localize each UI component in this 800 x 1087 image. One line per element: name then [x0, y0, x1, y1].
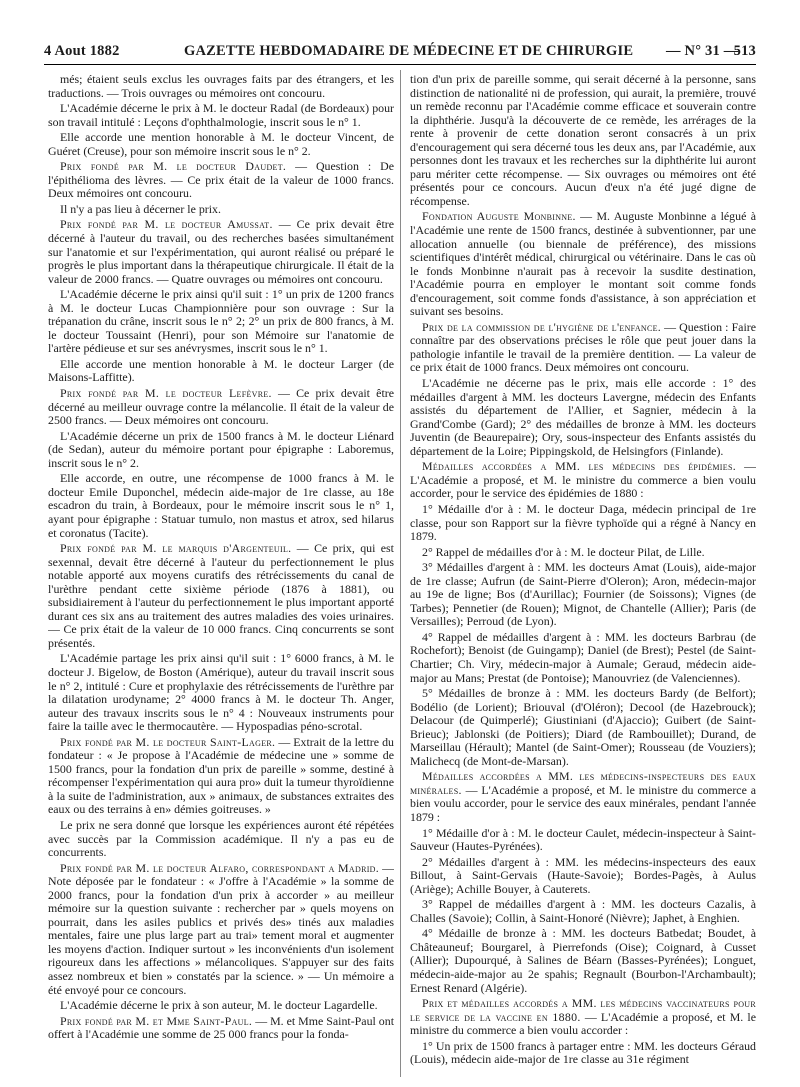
- paragraph-text: Elle accorde une mention honorable à M. le docteur Larger (de Maisons-Laffitte).: [48, 356, 394, 385]
- column-divider: [400, 70, 401, 1077]
- right-column: [410, 73, 756, 1077]
- section-heading: Prix et médailles accordés a MM. les médecins vaccinateurs pour le service de la vaccine en 1880.: [410, 996, 756, 1024]
- paragraph: [410, 377, 756, 458]
- paragraph-text: més; étaient seuls exclus les ouvrages faits par des étrangers, et les traductions. — Trois ouvrages ou mémoires ont concouru.: [48, 73, 394, 100]
- paragraph-text: — L'Académie a proposé, et M. le ministre du commerce a bien voulu accorder, pour le service des eaux minérales, pendant l'année 1879 :: [410, 782, 756, 824]
- paragraph-text: L'Académie décerne un prix de 1500 francs à M. le docteur Liénard (de Sedan), auteur du mémoire portant pour épigraphe : Laboremus, inscrit sous le n° 2.: [48, 428, 394, 470]
- section-heading: Prix fondé par M. le docteur Alfaro, correspondant a Madrid.: [60, 860, 380, 875]
- paragraph-text: — M. Auguste Monbinne a légué à l'Académie une rente de 1500 francs, destinée à subventionner, par une allocation annuelle (ou biennale de préférence), des missions scientifiques d'intérêt médical, chirurgical ou vétérinaire. Dans le cas où le fonds Monbinne n'aurait pas à recevoir la susdite destination, l'Académie pourra en employer le montant soit comme fonds d'encouragement, soit comme fonds d'assistance, à son appréciation et suivant ses besoins.: [410, 209, 756, 319]
- paragraph: [410, 210, 756, 318]
- paragraph-text: — Question : Faire connaître par des observations précises le rôle que peut jouer dans la pathologie infantile le travail de la première dentition. — La valeur de ce prix était de 1000 francs. Deux mémoires ont concouru.: [410, 319, 756, 375]
- section-heading: Prix fondé par M. le docteur Lefèvre.: [60, 386, 272, 401]
- paragraph: [410, 460, 756, 501]
- paragraph-text: L'Académie ne décerne pas le prix, mais elle accorde : 1° des médailles d'argent à MM. les docteurs Lavergne, médecin des Enfants assistés du département de l'Allier, et Sagnier, médecin à la Grand'Combe (Gard); 2° des médailles de bronze à MM. les docteurs Juventin (de Beaurepaire); Ory, sous-inspecteur des Enfants assistés du département de la Loire; Pippingskold, de Helsingfors (Finlande).: [410, 376, 756, 458]
- paragraph: [48, 999, 394, 1013]
- paragraph-text: — Ce prix devait être décerné à l'auteur du travail, ou des recherches basées simultanément sur l'anatomie et sur l'expérimentation, qui auront réalisé ou préparé le progrès le plus important dans la thérapeutique chirurgicale. Il était de la valeur de 2000 francs. — Quatre ouvrages ou mémoires ont concouru.: [48, 217, 394, 286]
- paragraph-text: 2° Médailles d'argent à : MM. les médecins-inspecteurs des eaux Billout, à Saint-Gervais (Haute-Savoie); Bordes-Pagès, à Aulus (Ariège); Achille Bouyer, à Cauterets.: [410, 854, 756, 896]
- paragraph: [410, 856, 756, 897]
- section-heading: Prix fondé par M. et Mme Saint-Paul.: [60, 1013, 253, 1028]
- paragraph-text: 1° Médaille d'or à : M. le docteur Caulet, médecin-inspecteur à Saint-Sauveur (Hautes-Pyrénées).: [410, 825, 756, 854]
- paragraph-text: — Ce prix devait être décerné au meilleur ouvrage contre la mélancolie. Il était de la valeur de 2500 francs. — Deux mémoires ont concouru.: [48, 386, 394, 428]
- paragraph-text: 5° Médailles de bronze à : MM. les docteurs Bardy (de Belfort); Bodélio (de Lorient); Briouval (d'Oléron); Decool (de Hazebrouck); Delacour (de Quimperlé); Giustiniani (d'Ajaccio); Guibert (de Saint-Brieuc); Jablonski (de Poitiers); Diard (de Rambouillet); Durand, de Marseillau (Hérault); Mantel (de Saint-Omer); Rousseau (de Vouziers); Malichecq (de Mont-de-Marsan).: [410, 686, 756, 768]
- paragraph-text: tion d'un prix de pareille somme, qui serait décerné à la personne, sans distinction de nationalité ni de profession, qui aurait, la première, trouvé un remède reconnu par l'Académie comme efficace et souverain contre la diphthérie. Jusqu'à la découverte de ce remède, les arrérages de la rente à provenir de cette donation seront consacrés à un prix d'encouragement qui sera décerné tous les deux ans, par l'Académie, aux personnes dont les travaux et les recherches sur la diphthérite lui auront paru mériter cette récompense. — Six ouvrages ou mémoires ont été présentés pour ce concours. Aucun d'eux n'a été jugé digne de récompense.: [410, 73, 756, 208]
- paragraph: [48, 203, 394, 217]
- paragraph: [410, 997, 756, 1038]
- paragraph: [48, 160, 394, 201]
- issue-number: — N° 31 —: [666, 43, 739, 59]
- paragraph-text: 4° Médaille de bronze à : MM. les docteurs Batbedat; Boudet, à Châteauneuf; Bourgarel, à Pierrefonds (Oise); Coignard, à Cusset (Allier); Dupourqué, à Salines de Béarn (Basses-Pyrénées); Longuet, médecin-aide-major au 2e spahis; Regnault (Bourbon-l'Archambault); Ernest Renard (Algérie).: [410, 926, 756, 995]
- paragraph: [48, 102, 394, 129]
- paragraph-text: — Ce prix, qui est sexennal, devait être décerné à l'auteur du perfectionnement le plus notable apporté aux moyens curatifs des rétrécissements du canal de l'urèthre pendant cette sixième période (1876 à 1881), ou subsidiairement à l'auteur du perfectionnement le plus important apporté durant ces six ans au traitement des autres maladies des voies urinaires. — Ce prix était de la valeur de 10 000 francs. Cinq concurrents se sont présentés.: [48, 541, 394, 650]
- journal-title: GAZETTE HEBDOMADAIRE DE MÉDECINE ET DE CHIRURGIE: [184, 43, 634, 59]
- section-heading: Prix fondé par M. le docteur Amussat.: [60, 217, 273, 232]
- paragraph-text: Le prix ne sera donné que lorsque les expériences auront été répétées avec succès par la Commission académique. Il n'y a pas eu de concurrents.: [48, 817, 394, 860]
- paragraph: [410, 73, 756, 208]
- paragraph-text: — Note déposée par le fondateur : « J'offre à l'Académie » la somme de 2000 francs, pour la fondation d'un prix à accorder » au meilleur mémoire sur la question suivante : rechercher par » quels moyens on pourrait, dans les asiles publics et privés des» tinés aux maladies mentales, faire une plus large part au trai» tement moral et augmenter les moyens d'action. Indiquer surtout » les inconvénients d'un isolement rigoureux dans les affections » mélancoliques. S'appuyer sur des faits assez nombreux et bien » constatés par la science. » — Un mémoire a été envoyé pour ce concours.: [48, 860, 394, 997]
- paragraph-text: — L'Académie a proposé, et M. le ministre du commerce a bien voulu accorder, pour le service des épidémies de 1880 :: [410, 459, 756, 501]
- paragraph: [410, 546, 756, 560]
- section-heading: Prix fondé par M. le docteur Saint-Lager.: [60, 734, 276, 749]
- paragraph: [48, 358, 394, 385]
- paragraph: [48, 542, 394, 650]
- paragraph-text: 4° Rappel de médailles d'argent à : MM. les docteurs Barbrau (de Rochefort); Benoist (de Guingamp); Daniel (de Brest); Pestel (de Saint-Chartier; Ch. Viry, médecin-major à Aumale; Geraud, médecin aide-major au Mans; Prestat (de Pontoise); Manouvriez (de Valenciennes).: [410, 629, 756, 685]
- paragraph-text: 3° Médailles d'argent à : MM. les docteurs Amat (Louis), aide-major de 1re classe; Aufrun (de Saint-Pierre d'Oleron); Aron, médecin-major au 19e de ligne; Bos (d'Aurillac); Fournier (de Soissons); Vignes (de Tarbes); Pennetier (de Rouen); Mignot, de Chantelle (Allier); Paris (de Versailles); Perroud (de Lyon).: [410, 560, 756, 629]
- section-heading: Prix fondé par M. le marquis d'Argenteuil.: [60, 541, 292, 556]
- running-header: [44, 38, 756, 65]
- paragraph: [48, 472, 394, 540]
- paragraph-text: 2° Rappel de médailles d'or à : M. le docteur Pilat, de Lille.: [422, 544, 705, 559]
- section-heading: Médailles accordées a MM. les médecins-inspecteurs des eaux minérales.: [410, 769, 756, 797]
- page-number: 513: [733, 43, 756, 59]
- paragraph: [410, 321, 756, 375]
- paragraph-text: Elle accorde, en outre, une récompense de 1000 francs à M. le docteur Emile Duponchel, médecin aide-major de 1re classe, au 18e escadron du train, à Bordeaux, pour le mémoire inscrit sous le n° 1, ayant pour épigraphe : Statuar tumulo, non mastus et atrox, sed hilarus et coronatus (Tacite).: [48, 471, 394, 540]
- paragraph-text: L'Académie décerne le prix à M. le docteur Radal (de Bordeaux) pour son travail intitulé : Leçons d'ophthalmologie, inscrit sous le n° 1.: [48, 101, 394, 129]
- paragraph-text: 3° Rappel de médailles d'argent à : MM. les docteurs Cazalis, à Challes (Savoie); Collin, à Saint-Honoré (Nièvre); Japhet, à Enghien.: [410, 897, 756, 925]
- paragraph: [48, 430, 394, 471]
- paragraph-text: 1° Un prix de 1500 francs à partager entre : MM. les docteurs Géraud (Louis), médecin aide-major de 1re classe au 31e régiment: [410, 1038, 756, 1067]
- paragraph-text: 1° Médaille d'or à : M. le docteur Daga, médecin principal de 1re classe, pour son Rapport sur la fièvre typhoïde qui a régné à Nancy en 1879.: [410, 501, 756, 544]
- paragraph: [48, 819, 394, 860]
- paragraph: [410, 561, 756, 629]
- paragraph: [48, 131, 394, 158]
- paragraph: [48, 73, 394, 100]
- paragraph-text: — Question : De l'épithélioma des lèvres. — Ce prix était de la valeur de 1000 francs. Deux mémoires ont concouru.: [48, 159, 394, 201]
- paragraph: [48, 862, 394, 997]
- paragraph-text: — M. et Mme Saint-Paul ont offert à l'Académie une somme de 25 000 francs pour la fonda-: [48, 1013, 394, 1042]
- paragraph-text: Elle accorde une mention honorable à M. le docteur Vincent, de Guéret (Creuse), pour son mémoire inscrit sous le n° 2.: [48, 130, 394, 158]
- paragraph: [48, 387, 394, 428]
- paragraph-text: L'Académie partage les prix ainsi qu'il suit : 1° 6000 francs, à M. le docteur J. Bigelow, de Boston (Amérique), auteur du travail inscrit sous le n° 2, intitulé : Cure et prophylaxie des rétrécissements de l'urèthre par la dilatation urodyname; 2° 4000 francs à M. le docteur Th. Anger, auteur des travaux inscrits sous le n° 4 : Nouveaux instruments pour faire la taille avec le thermocautère. — Hypospadias péno-scrotal.: [48, 651, 394, 734]
- paragraph-text: — L'Académie a proposé, et M. le ministre du commerce a bien voulu accorder :: [410, 1009, 756, 1038]
- paragraph: [410, 1040, 756, 1067]
- paragraph-text: Il n'y a pas lieu à décerner le prix.: [60, 201, 221, 216]
- paragraph: [410, 827, 756, 854]
- paragraph: [48, 218, 394, 286]
- paragraph: [48, 736, 394, 817]
- paragraph: [48, 652, 394, 733]
- paragraph: [410, 631, 756, 685]
- paragraph-text: — Extrait de la lettre du fondateur : « Je propose à l'Académie de médecine une » somme de 1500 francs, pour la fondation d'un prix de pareille » somme, destiné à récompenser l'expérimentation qui aura pro» duit la tumeur thyroïdienne à la suite de l'administration, aux » animaux, de substances extraites des eaux ou des terrains à en» démies goitreuses. »: [48, 734, 394, 817]
- paragraph: [410, 770, 756, 824]
- section-heading: Médailles accordées a MM. les médecins des épidémies.: [422, 459, 736, 474]
- section-heading: Prix fondé par M. le docteur Daudet.: [60, 159, 287, 174]
- paragraph: [410, 687, 756, 768]
- left-column: [48, 73, 394, 1077]
- section-heading: Fondation Auguste Monbinne.: [422, 209, 576, 224]
- paragraph-text: L'Académie décerne le prix à son auteur, M. le docteur Lagardelle.: [60, 998, 378, 1013]
- paragraph: [48, 288, 394, 356]
- paragraph: [410, 927, 756, 995]
- issue-date: 4 Aout 1882: [44, 43, 120, 59]
- paragraph-text: L'Académie décerne le prix ainsi qu'il suit : 1° un prix de 1200 francs à M. le docteur Lucas Championnière pour son ouvrage : Sur la trépanation du crâne, inscrit sous le n° 2; 2° un prix de 800 francs, à M. le docteur Toussaint (Henri), pour son Mémoire sur l'anatomie de l'artère pédieuse et sur ses anévrysmes, inscrit sous le n° 1.: [48, 287, 394, 356]
- paragraph: [410, 503, 756, 544]
- paragraph: [410, 898, 756, 925]
- section-heading: Prix de la commission de l'hygiène de l'enfance.: [422, 319, 662, 334]
- paragraph: [48, 1015, 394, 1042]
